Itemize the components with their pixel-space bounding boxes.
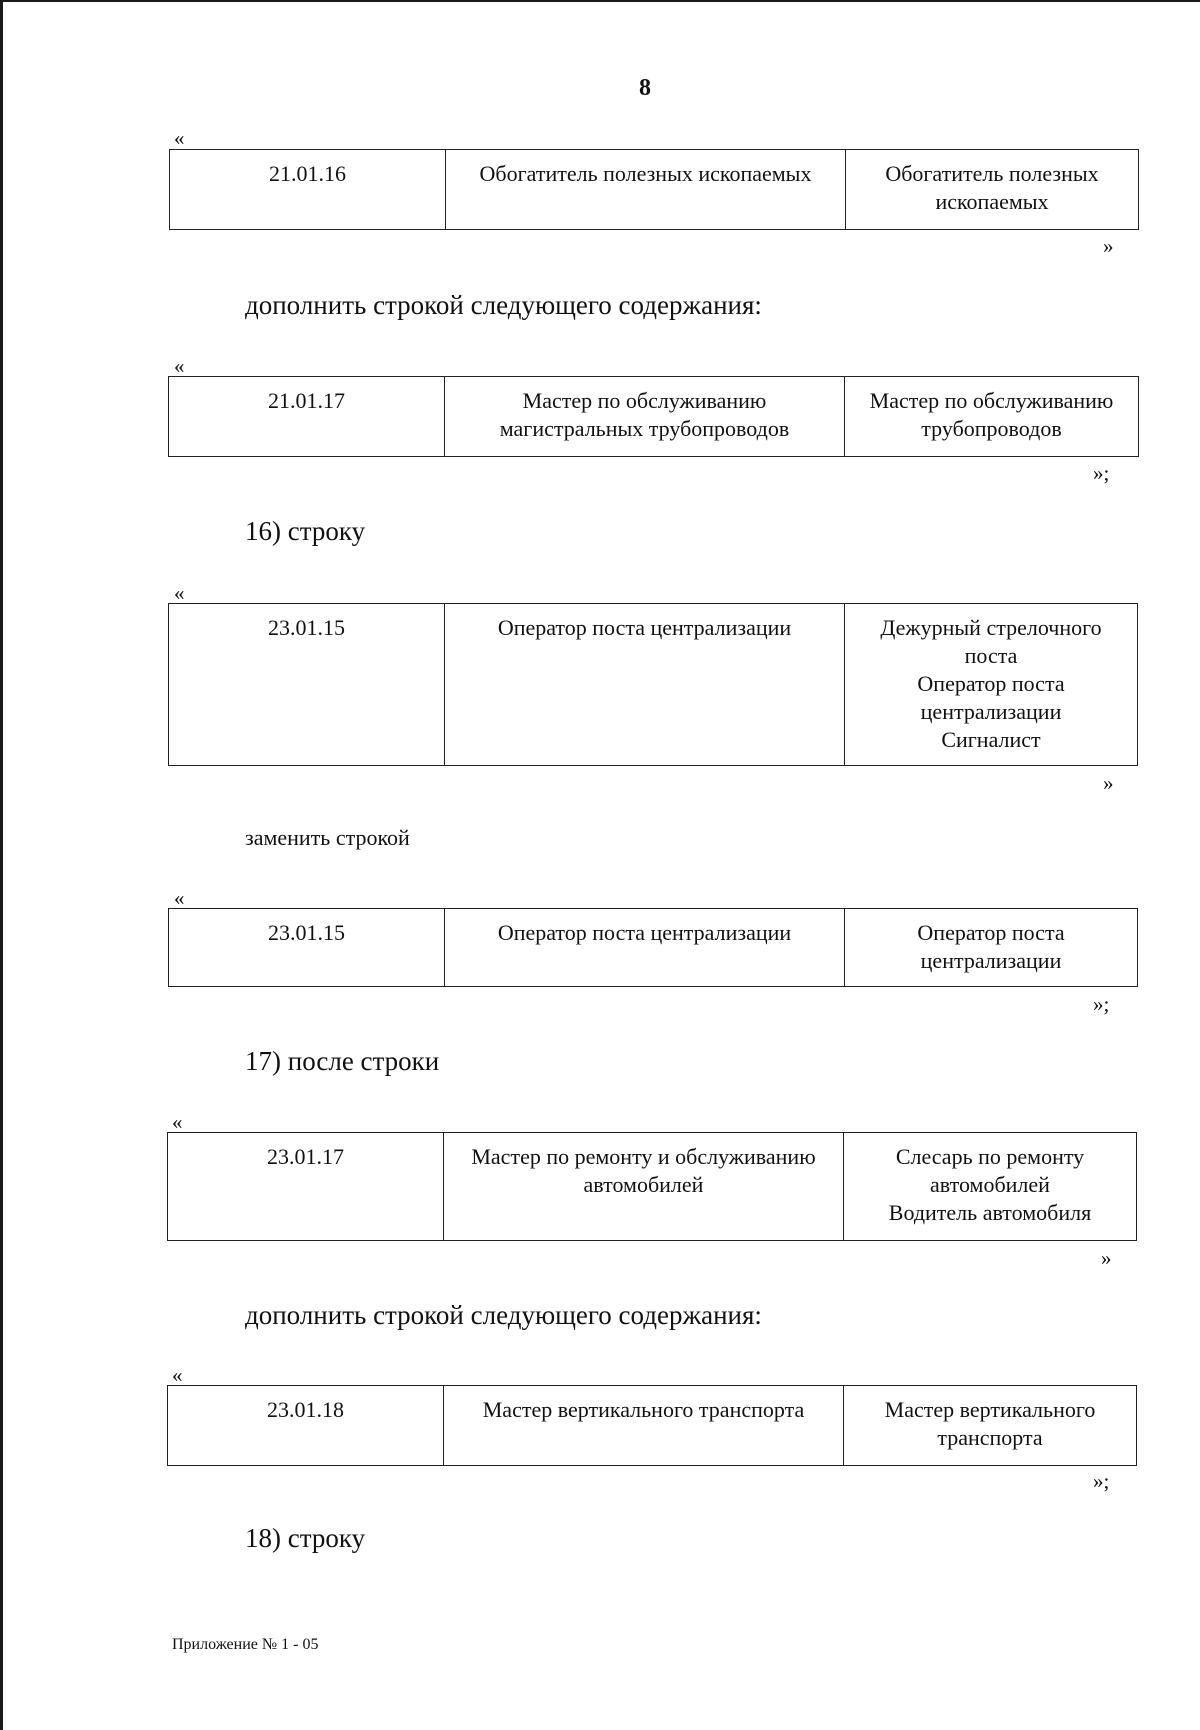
related-professions-cell: Оператор поста централизации — [845, 909, 1138, 987]
related-professions-cell: Мастер вертикального транспорта — [844, 1386, 1137, 1466]
open-quote: « — [174, 354, 185, 378]
profession-name-cell: Оператор поста централизации — [445, 909, 845, 987]
code-cell: 23.01.15 — [169, 909, 445, 987]
profession-name-cell: Обогатитель полезных ископаемых — [446, 150, 846, 230]
related-professions-cell: Обогатитель полезных ископаемых — [846, 150, 1139, 230]
profession-table — [167, 1385, 1137, 1466]
code-cell: 23.01.15 — [169, 604, 445, 766]
table-row — [168, 1386, 1137, 1466]
table-row — [168, 1133, 1137, 1241]
scan-edge — [0, 0, 1200, 2]
profession-table — [168, 603, 1138, 766]
open-quote: « — [174, 581, 185, 605]
profession-name-cell: Мастер вертикального транспорта — [444, 1386, 844, 1466]
instruction-text: заменить строкой — [245, 825, 410, 850]
open-quote: « — [172, 1363, 183, 1387]
profession-table — [167, 1132, 1137, 1241]
code-cell: 23.01.18 — [168, 1386, 444, 1466]
related-professions-cell: Мастер по обслуживанию трубопроводов — [845, 377, 1139, 457]
profession-name-cell: Мастер по обслуживанию магистральных трубопроводов — [445, 377, 845, 457]
close-quote: »; — [1093, 1469, 1110, 1493]
table-row — [170, 150, 1139, 230]
instruction-text: 18) строку — [245, 1523, 366, 1553]
profession-name-cell: Оператор поста централизации — [445, 604, 845, 766]
instruction-text: дополнить строкой следующего содержания: — [245, 1300, 762, 1330]
profession-table — [168, 376, 1139, 457]
close-quote: »; — [1093, 992, 1110, 1016]
open-quote: « — [174, 126, 185, 150]
scan-edge — [0, 0, 3, 1730]
instruction-text: дополнить строкой следующего содержания: — [245, 290, 762, 320]
instruction-text: 16) строку — [245, 516, 366, 546]
open-quote: « — [172, 1110, 183, 1134]
close-quote: » — [1103, 771, 1114, 795]
page-number: 8 — [639, 75, 651, 101]
profession-table — [168, 908, 1138, 987]
table-row — [169, 377, 1139, 457]
table-row — [169, 909, 1138, 987]
close-quote: » — [1103, 234, 1114, 258]
related-professions-cell: Дежурный стрелочного поста Оператор поста централизации Сигналист — [845, 604, 1138, 766]
close-quote: »; — [1093, 461, 1110, 485]
profession-name-cell: Мастер по ремонту и обслуживанию автомобилей — [444, 1133, 844, 1241]
profession-table — [169, 149, 1139, 230]
open-quote: « — [174, 886, 185, 910]
table-row — [169, 604, 1138, 766]
close-quote: » — [1101, 1246, 1112, 1270]
related-professions-cell: Слесарь по ремонту автомобилей Водитель автомобиля — [844, 1133, 1137, 1241]
code-cell: 21.01.16 — [170, 150, 446, 230]
code-cell: 21.01.17 — [169, 377, 445, 457]
instruction-text: 17) после строки — [245, 1046, 440, 1076]
code-cell: 23.01.17 — [168, 1133, 444, 1241]
footer-appendix-label: Приложение № 1 - 05 — [172, 1636, 319, 1653]
